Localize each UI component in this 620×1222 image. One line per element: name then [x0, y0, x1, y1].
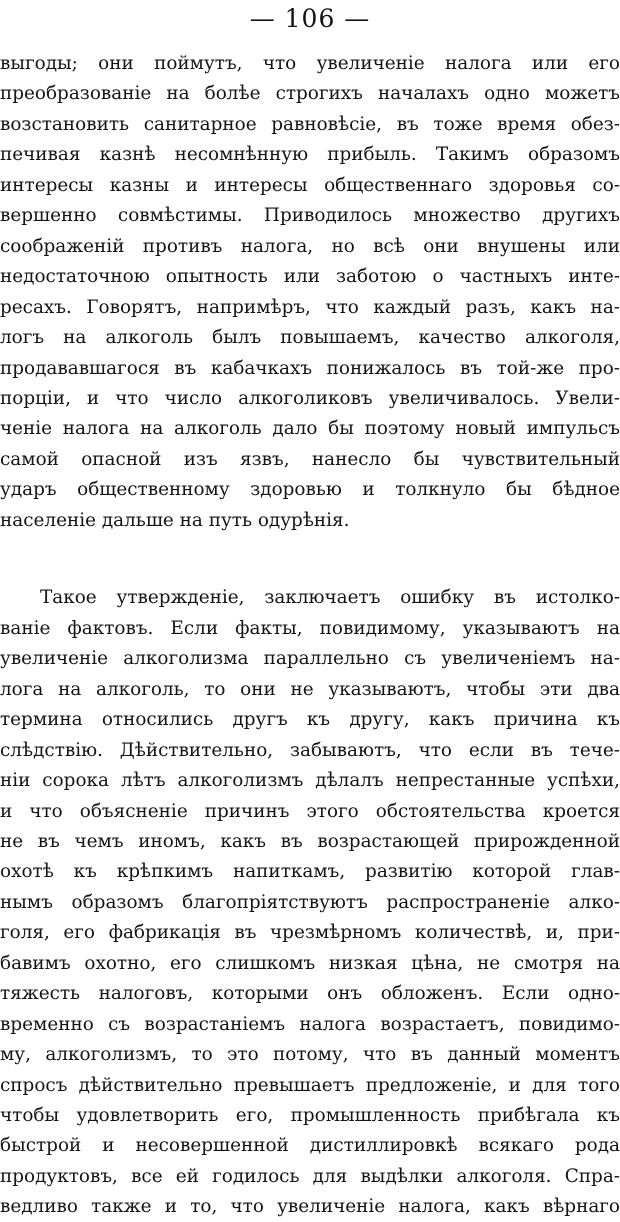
text-line: термина относились другъ къ другу, какъ причина къ	[0, 709, 620, 731]
text-line: выгоды; они поймутъ, что увеличенiе налога или его	[0, 53, 620, 74]
text-line: логъ на алкоголь былъ повышаемъ, качество алкоголя,	[0, 327, 620, 349]
text-line: спросъ дѣйствительно превышаетъ предложенiе, и для того	[0, 1074, 620, 1096]
text-line: недостаточною опытность или заботою о частныхъ инте-	[0, 266, 620, 288]
text-line: бавимъ охотно, его слишкомъ низкая цѣна, не смотря на	[0, 952, 620, 974]
text-line: увеличенiе алкоголизма параллельно съ увеличенiемъ на-	[0, 648, 620, 670]
text-line: интересы казны и интересы общественнаго здоровья со-	[0, 174, 620, 196]
text-line: чтобы удовлетворить его, промышленность прибѣгала къ	[0, 1105, 620, 1127]
text-line: не въ чемъ иномъ, какъ въ возрастающей прирожденной	[0, 830, 620, 852]
text-line: лога на алкоголь, то они не указываютъ, чтобы эти два	[0, 678, 620, 700]
text-line: соображенiй противъ налога, но всѣ они внушены или	[0, 235, 620, 257]
text-line: ченiе налога на алкоголь дало бы поэтому новый импульсъ	[0, 418, 620, 440]
text-line: Такое утвержденiе, заключаетъ ошибку въ истолко-	[40, 587, 620, 609]
text-line: охотѣ къ крѣпкимъ напиткамъ, развитiю которой глав-	[0, 861, 620, 883]
text-line: слѣдствiю. Дѣйствительно, забываютъ, что если въ тече-	[0, 739, 620, 761]
text-line: временно съ возрастанiемъ налога возрастаетъ, повидимо-	[0, 1013, 620, 1035]
text-line: и что объясненiе причинъ этого обстоятельства кроется	[0, 800, 620, 822]
text-line: ударъ общественному здоровью и толкнуло бы бѣдное	[0, 479, 620, 501]
text-line: быстрой и несовершенной дистиллировкѣ всякаго рода	[0, 1135, 620, 1157]
text-line: вершенно совмѣстимы. Приводилось множество другихъ	[0, 205, 620, 227]
text-line: преобразованiе на болѣе строгихъ началахъ одно можетъ	[0, 83, 620, 105]
text-line: продававшагося въ кабачкахъ понижалось въ той-же про-	[0, 357, 620, 379]
text-line: ванiе фактовъ. Если факты, повидимому, указываютъ на	[0, 617, 620, 639]
text-line: порцiи, и что число алкоголиковъ увеличивалось. Увели-	[0, 387, 620, 409]
page-number: — 106 —	[249, 4, 371, 33]
text-line: печивая казнѣ несомнѣнную прибыль. Такимъ образомъ	[0, 144, 620, 166]
text-line: возстановить санитарное равновѣсiе, въ тоже время обез-	[0, 113, 620, 135]
text-line: ресахъ. Говорятъ, напримѣръ, что каждый разъ, какъ на-	[0, 296, 620, 318]
text-line: продуктовъ, все ей годилось для выдѣлки алкоголя. Спра-	[0, 1165, 620, 1187]
text-line: тяжесть налоговъ, которыми онъ обложенъ. Если одно-	[0, 983, 620, 1005]
text-line: голя, его фабрикацiя въ чрезмѣрномъ количествѣ, и, при-	[0, 922, 620, 944]
text-line: ведливо также и то, что увеличенiе налога, какъ вѣрнаго	[0, 1196, 620, 1218]
text-line: нiи сорока лѣтъ алкоголизмъ дѣлалъ непрестанные успѣхи,	[0, 770, 620, 792]
text-line: населенiе дальше на путь одурѣнiя.	[0, 509, 350, 531]
text-line: му, алкоголизмъ, то это потому, что въ данный моментъ	[0, 1044, 620, 1066]
text-line: самой опасной изъ язвъ, нанесло бы чувствительный	[0, 448, 620, 470]
text-line: нымъ образомъ благопрiятствуютъ распространенiе алко-	[0, 891, 620, 913]
